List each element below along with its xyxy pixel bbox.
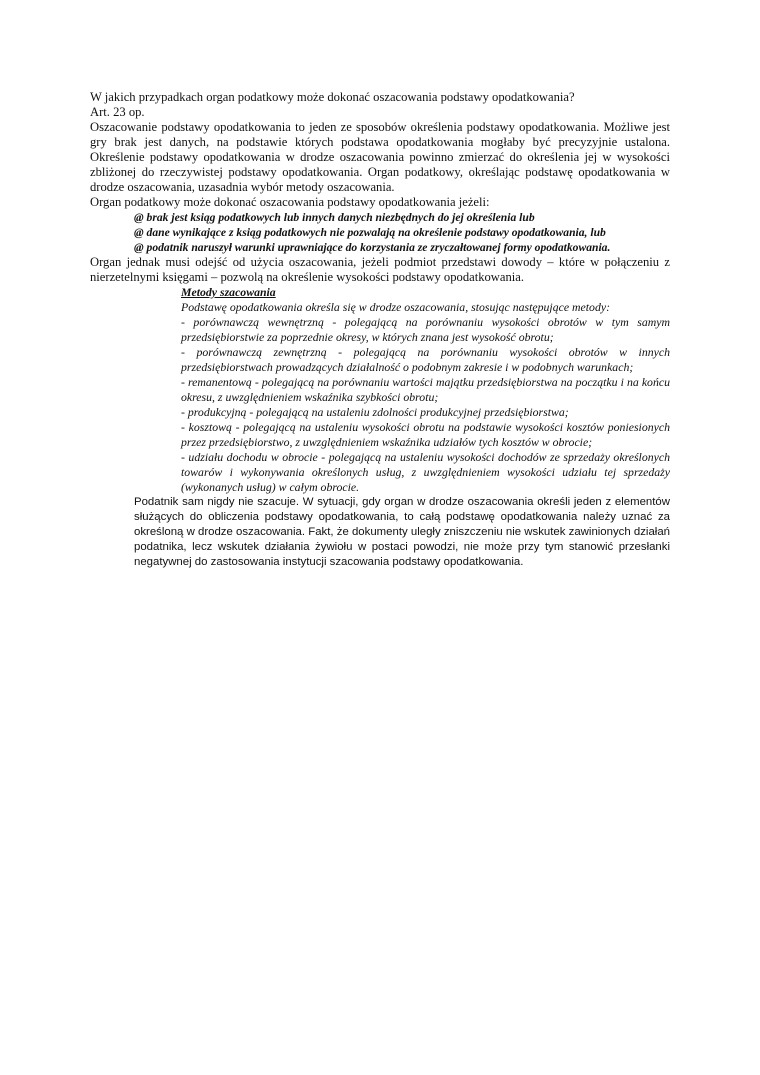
document-page xyxy=(90,90,670,570)
condition-item: @ podatnik naruszył warunki uprawniające do korzystania ze zryczałtowanej formy opodatkowania. xyxy=(134,241,611,254)
method-item: - remanentową - polegającą na porównaniu wartości majątku przedsiębiorstwa na początku i na końcu okresu, z uwzględnieniem wskaźnika szybkości obrotu; xyxy=(181,375,670,404)
method-item: - kosztową - polegającą na ustaleniu wysokości obrotu na podstawie wysokości kosztów poniesionych przez przedsiębiorstwo, z uwzględnieniem wskaźnika udziałów tych kosztów w obrocie; xyxy=(181,420,670,449)
conditions-list xyxy=(90,210,670,255)
conditions-lead: Organ podatkowy może dokonać oszacowania podstawy opodatkowania jeżeli: xyxy=(90,195,490,209)
method-item: - produkcyjną - polegającą na ustaleniu zdolności produkcyjnej przedsiębiorstwa; xyxy=(181,405,569,419)
condition-item: @ brak jest ksiąg podatkowych lub innych danych niezbędnych do jej określenia lub xyxy=(134,211,535,224)
question-heading: W jakich przypadkach organ podatkowy może dokonać oszacowania podstawy opodatkowania? xyxy=(90,90,575,104)
final-paragraph: Podatnik sam nigdy nie szacuje. W sytuacji, gdy organ w drodze oszacowania określi jeden z elementów służących do obliczenia podstawy opodatkowania, to całą podstawę opodatkowania należy uznać za określoną w drodze oszacowania. Fakt, że dokumenty uległy zniszczeniu nie wskutek zawinionych działań podatnika, lecz wskutek działania żywiołu w postaci powodzi, nie może przy tym stanowić przesłanki negatywnej do zastosowania instytucji szacowania podstawy opodatkowania. xyxy=(134,496,670,568)
methods-section xyxy=(181,285,670,495)
methods-lead: Podstawę opodatkowania określa się w drodze oszacowania, stosując następujące metody: xyxy=(181,300,611,314)
final-section xyxy=(134,495,670,570)
method-item: - porównawczą wewnętrzną - polegającą na porównaniu wysokości obrotów w tym samym przedsiębiorstwie za poprzednie okresy, w których znana jest wysokość obrotu; xyxy=(181,315,670,344)
intro-paragraph: Oszacowanie podstawy opodatkowania to jeden ze sposobów określenia podstawy opodatkowania. Możliwe jest gry brak jest danych, na podstawie których podstawa opodatkowania mogłaby być precyzyjnie ustalona. Określenie podstawy opodatkowania w drodze oszacowania powinno zmierzać do określenia jej w wysokości zbliżonej do rzeczywistej podstawy opodatkowania. Organ podatkowy, określając podstawę opodatkowania w drodze oszacowania, uzasadnia wybór metody oszacowania. xyxy=(90,120,670,194)
method-item: - porównawczą zewnętrzną - polegającą na porównaniu wysokości obrotów w innych przedsiębiorstwach prowadzących działalność o podobnym zakresie i w podobnych warunkach; xyxy=(181,345,670,374)
exception-paragraph: Organ jednak musi odejść od użycia oszacowania, jeżeli podmiot przedstawi dowody – które w połączeniu z nierzetelnymi księgami – pozwolą na określenie wysokości podstawy opodatkowania. xyxy=(90,255,670,284)
methods-heading: Metody szacowania xyxy=(181,285,276,299)
method-item: - udziału dochodu w obrocie - polegającą na ustaleniu wysokości dochodów ze sprzedaży określonych towarów i wykonywania określonych usług, z uwzględnieniem wysokości udziału tej sprzedaży (wykonanych usług) w całym obrocie. xyxy=(181,450,670,494)
condition-item: @ dane wynikające z ksiąg podatkowych nie pozwalają na określenie podstawy opodatkowania, lub xyxy=(134,226,606,239)
article-reference: Art. 23 op. xyxy=(90,105,145,119)
